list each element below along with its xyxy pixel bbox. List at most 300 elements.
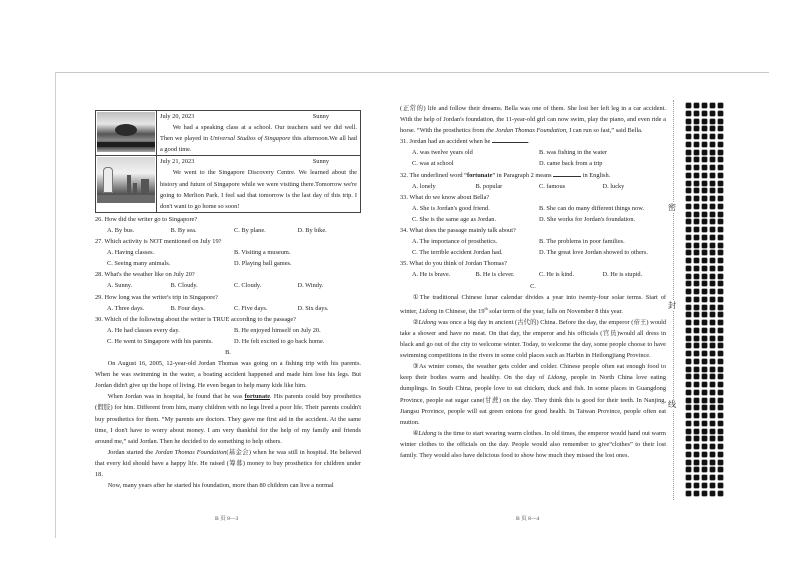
pattern-square [702, 351, 707, 356]
pattern-square [702, 413, 707, 418]
pattern-square [710, 119, 715, 124]
pattern-square [718, 452, 723, 457]
pattern-square [718, 491, 723, 496]
option: D. She works for Jordan's foundation. [539, 215, 636, 223]
pattern-square [710, 405, 715, 410]
option: D. Six days. [297, 304, 329, 312]
pattern-square [718, 297, 723, 302]
pattern-square [718, 281, 723, 286]
pattern-square [702, 134, 707, 139]
pattern-square [710, 235, 715, 240]
pattern-square [702, 359, 707, 364]
pattern-square [694, 227, 699, 232]
pattern-square [694, 281, 699, 286]
section-b [95, 347, 361, 491]
pattern-square [718, 150, 723, 155]
pattern-square [718, 460, 723, 465]
pattern-square [686, 181, 691, 186]
option: C. The terrible accident Jordan had. [412, 249, 503, 257]
pattern-square [718, 413, 723, 418]
pattern-square [686, 103, 691, 108]
pattern-square [686, 491, 691, 496]
page-footer: B 页 8—3 [215, 516, 239, 522]
pattern-square [686, 467, 691, 472]
pattern-square [686, 413, 691, 418]
pattern-square [702, 119, 707, 124]
paragraph: On August 16, 2005, 12-year-old Jordan Thomas was going on a fishing trip with his parents. When he was swimming in the water, a boating accident happened and made him lose his legs. But Jordan didn't give up the hope of living. He even began to help many kids like him. [95, 360, 361, 390]
pattern-square [710, 429, 715, 434]
pattern-square [694, 196, 699, 201]
pattern-square [710, 219, 715, 224]
pattern-square [686, 460, 691, 465]
diary-text: We went to the Singapore Discovery Centre. We learned about the history and future of Singapore while we were visiting there.Tomorrow we're going to Merlion Park. I feel sad that tomorrow is the last day of this trip. I don't want to go home so soon! [160, 169, 357, 210]
pattern-square [686, 429, 691, 434]
pattern-square [710, 196, 715, 201]
pattern-square [694, 421, 699, 426]
pattern-square [686, 367, 691, 372]
option: B. popular [475, 182, 503, 190]
pattern-square [702, 150, 707, 155]
pattern-square [710, 258, 715, 263]
pattern-square [718, 250, 723, 255]
pattern-square [702, 281, 707, 286]
pattern-square [702, 111, 707, 116]
pattern-square [718, 103, 723, 108]
pattern-square [686, 258, 691, 263]
option: A. She is Jordan's good friend. [412, 204, 490, 212]
pattern-square [686, 157, 691, 162]
pattern-square [702, 181, 707, 186]
pattern-square [686, 274, 691, 279]
pattern-square [718, 274, 723, 279]
pattern-square [702, 305, 707, 310]
pattern-square [686, 235, 691, 240]
pattern-square [686, 297, 691, 302]
pattern-square [686, 142, 691, 147]
option: B. She can do many different things now. [539, 204, 645, 212]
section-heading: B. [225, 348, 231, 356]
answer-blank [553, 170, 581, 177]
option: D. Playing ball games. [234, 260, 292, 268]
option: C. By plane. [234, 226, 266, 234]
pattern-square [702, 444, 707, 449]
pattern-square [694, 126, 699, 131]
pattern-square [686, 305, 691, 310]
diary-entry [96, 156, 361, 212]
pattern-square [710, 452, 715, 457]
pattern-square [718, 328, 723, 333]
pattern-square [718, 305, 723, 310]
pattern-square [710, 390, 715, 395]
section-c [400, 281, 666, 462]
pattern-square [710, 243, 715, 248]
pattern-square [694, 343, 699, 348]
pattern-square [702, 374, 707, 379]
pattern-square [718, 382, 723, 387]
pattern-square [710, 165, 715, 170]
diary-date: July 21, 2023 [160, 158, 195, 166]
pattern-square [718, 165, 723, 170]
pattern-square [718, 219, 723, 224]
paragraph: When Jordan was in hospital, he found that he was fortunate. His parents could buy prosthetics (假肢) for him. Different from him, many children with no legs lived a poor life. Their parents couldn't buy prosthetics for them. “My parents are doctors. They gave me first aid in the accident. At the same time, I don't have to worry about money. I am very thankful for the help of my family and friends around me,” said Jordan. Then he decided to do something to help others. [95, 393, 362, 445]
pattern-square [710, 305, 715, 310]
option: C. She is the same age as Jordan. [412, 215, 497, 223]
pattern-square [710, 173, 715, 178]
pattern-square [694, 103, 699, 108]
option: D. The great love Jordan showed to others. [539, 249, 648, 257]
option: B. The problems in poor families. [539, 238, 625, 246]
pattern-square [718, 374, 723, 379]
pattern-square [702, 405, 707, 410]
page-border-top-right [487, 72, 769, 73]
pattern-square [702, 258, 707, 263]
pattern-square [694, 351, 699, 356]
pattern-square [710, 134, 715, 139]
left-page-column [95, 110, 361, 491]
pattern-square [710, 413, 715, 418]
pattern-square [710, 188, 715, 193]
pattern-square [686, 312, 691, 317]
pattern-square [702, 227, 707, 232]
pattern-square [702, 421, 707, 426]
pattern-square [686, 204, 691, 209]
pattern-square [702, 398, 707, 403]
option: B. was fishing in the water [539, 149, 608, 157]
diary-text: We had a speaking class at a school. Our teachers said we did well. Then we played in Universal Studios of Singapore this afternoon.We all had a good time. [160, 124, 357, 154]
pattern-square [694, 212, 699, 217]
pattern-square [710, 359, 715, 364]
section-heading: C. [530, 282, 536, 290]
option: C. Five days. [234, 304, 268, 312]
pattern-square [702, 103, 707, 108]
pattern-square [710, 467, 715, 472]
pattern-square [686, 444, 691, 449]
pattern-square [718, 405, 723, 410]
pattern-square [686, 405, 691, 410]
pattern-square [694, 374, 699, 379]
page-footer: B 页 8—4 [516, 516, 540, 522]
pattern-square [694, 111, 699, 116]
pattern-square [702, 312, 707, 317]
pattern-square [718, 336, 723, 341]
pattern-square [686, 452, 691, 457]
pattern-square [718, 390, 723, 395]
pattern-square [686, 150, 691, 155]
pattern-square [694, 475, 699, 480]
pattern-square [702, 320, 707, 325]
paragraph: ②Lidong was once a big day in ancient (古代的) China. Before the day, the emperor (帝王) would take a shower and have no meat. On that day, the emperor and his officials (官员)would all dress in black and go out of the city to welcome winter. Today, to welcome the day, some people choose to have swimming competitions in the rivers in some cold places such as Harbin in Heilongjiang Province. [400, 318, 667, 360]
option: D. Windy. [297, 282, 324, 290]
pattern-square [718, 188, 723, 193]
question-28: 28. What's the weather like on July 20? A. Sunny. B. Cloudy. C. Cloudy. D. Windy. [95, 269, 361, 291]
pattern-square [702, 483, 707, 488]
pattern-square [694, 297, 699, 302]
pattern-square [686, 227, 691, 232]
pattern-square [710, 367, 715, 372]
pattern-square [694, 305, 699, 310]
pattern-square [694, 134, 699, 139]
paragraph: ③As winter comes, the weather gets colder and colder. Chinese people often eat enough food to keep their bodies warm and healthy. On the day of Lidong, people in North China love eating dumplings. In South China, people love to eat chicken, duck and fish. In some places in Guangdong Province, people eat sugar cane(甘蔗) on the day. They think this is good for their teeth. In Nanjing, Jiangsu Province, people will eat green onions for good health. In Taiwan Province, people often eat mutton. [400, 363, 666, 426]
pattern-square [702, 196, 707, 201]
diary-photo-cell [96, 156, 157, 212]
pattern-square [710, 126, 715, 131]
pattern-square [710, 157, 715, 162]
pattern-square [718, 421, 723, 426]
pattern-square [694, 219, 699, 224]
pattern-square [694, 274, 699, 279]
pattern-square [686, 243, 691, 248]
question-30: 30. Which of the following about the writer is TRUE according to the passage? A. He had classes every day. B. He enjoyed himself on July 20. C. He went to Singapore with his parents. D. He felt excited to go back home. [95, 314, 361, 347]
pattern-square [702, 382, 707, 387]
pattern-square [694, 444, 699, 449]
pattern-square [710, 227, 715, 232]
pattern-square [686, 382, 691, 387]
diary-date: July 20, 2023 [160, 113, 195, 120]
pattern-square [718, 173, 723, 178]
pattern-square [694, 452, 699, 457]
pattern-square [686, 351, 691, 356]
pattern-square [686, 483, 691, 488]
pattern-square [718, 134, 723, 139]
pattern-square [686, 390, 691, 395]
pattern-square [702, 274, 707, 279]
pattern-square [710, 351, 715, 356]
diary-table [95, 110, 361, 213]
option: D. By bike. [297, 226, 327, 234]
pattern-square [718, 343, 723, 348]
pattern-square [702, 289, 707, 294]
pattern-square [702, 436, 707, 441]
binding-label-mi: 密 [668, 203, 676, 212]
pattern-square [686, 196, 691, 201]
pattern-square [702, 204, 707, 209]
pattern-square [702, 390, 707, 395]
pattern-square [702, 491, 707, 496]
pattern-square [718, 196, 723, 201]
pattern-square [710, 266, 715, 271]
pattern-square [710, 181, 715, 186]
option: A. Three days. [107, 304, 145, 312]
pattern-square [702, 266, 707, 271]
option: C. He is kind. [539, 271, 575, 279]
pattern-square [694, 181, 699, 186]
pattern-square [686, 126, 691, 131]
pattern-square [710, 343, 715, 348]
pattern-square [694, 320, 699, 325]
option: A. He is brave. [412, 271, 451, 279]
question-34: 34. What does the passage mainly talk about? A. The importance of prosthetics. B. The problems in poor families. C. The terrible accident Jordan had. D. The great love Jordan showed to others. [400, 225, 666, 258]
option: B. Visiting a museum. [234, 249, 291, 257]
pattern-square [718, 243, 723, 248]
pattern-square [710, 250, 715, 255]
question-31: 31. Jordan had an accident when he . A. was twelve years old B. was fishing in the water C. was at school D. came back from a trip [400, 136, 666, 169]
pattern-square [718, 126, 723, 131]
pattern-square [702, 243, 707, 248]
pattern-square [686, 436, 691, 441]
pattern-square [686, 359, 691, 364]
option: A. Sunny. [107, 282, 133, 290]
pattern-square [694, 157, 699, 162]
pattern-square [718, 351, 723, 356]
pattern-square [710, 491, 715, 496]
pattern-square [710, 436, 715, 441]
pattern-square [718, 289, 723, 294]
paragraph: Now, many years after he started his foundation, more than 80 children can live a normal [107, 482, 334, 490]
pattern-square [702, 467, 707, 472]
pattern-square [710, 475, 715, 480]
pattern-square [710, 204, 715, 209]
pattern-square [702, 343, 707, 348]
question-35: 35. What do you think of Jordan Thomas? A. He is brave. B. He is clever. C. He is kind. D. He is stupid. [400, 258, 666, 280]
option: A. was twelve years old [412, 149, 473, 157]
pattern-square [718, 398, 723, 403]
pattern-square [686, 320, 691, 325]
pattern-square [694, 204, 699, 209]
option: C. famous [539, 182, 566, 190]
pattern-square [710, 336, 715, 341]
binding-dotted-line [673, 100, 674, 500]
pattern-square [686, 219, 691, 224]
universal-studios-photo [97, 112, 155, 152]
right-page-column [400, 103, 666, 461]
pattern-square [694, 289, 699, 294]
pattern-square [710, 142, 715, 147]
pattern-square [702, 475, 707, 480]
pattern-square [718, 181, 723, 186]
diary-weather: Sunny [312, 158, 329, 166]
pattern-square [686, 328, 691, 333]
pattern-square [702, 219, 707, 224]
pattern-square [710, 444, 715, 449]
pattern-square [718, 258, 723, 263]
pattern-square [694, 436, 699, 441]
pattern-square [702, 250, 707, 255]
option: A. He had classes every day. [107, 326, 180, 334]
answer-blank [492, 136, 528, 143]
pattern-square [702, 188, 707, 193]
pattern-square [718, 367, 723, 372]
pattern-square [710, 483, 715, 488]
pattern-square [694, 467, 699, 472]
pattern-square [694, 142, 699, 147]
option: C. He went to Singapore with his parents. [107, 337, 213, 345]
option: A. Having classes. [107, 249, 155, 257]
pattern-square [686, 398, 691, 403]
pattern-square [710, 274, 715, 279]
pattern-square [718, 320, 723, 325]
pattern-square [694, 429, 699, 434]
option: C. Seeing many animals. [107, 260, 171, 268]
pattern-square [686, 336, 691, 341]
option: B. He is clever. [475, 271, 515, 279]
pattern-square [686, 119, 691, 124]
paragraph: (正常的) life and follow their dreams. Bella was one of them. She lost her left leg in a car accident. With the help of Jordan's foundation, the 11-year-old girl can now swim, play the piano, and even ride a horse. “With the prosthetics from the Jordan Thomas Foundation, I can run so fast,” said Bella. [400, 105, 666, 135]
pattern-square [702, 429, 707, 434]
pattern-square [694, 491, 699, 496]
pattern-square [694, 258, 699, 263]
pattern-square [710, 150, 715, 155]
pattern-square [718, 483, 723, 488]
pattern-square [694, 165, 699, 170]
pattern-square [702, 157, 707, 162]
pattern-square [694, 336, 699, 341]
pattern-square [694, 243, 699, 248]
pattern-square [702, 165, 707, 170]
option: A. lonely [412, 182, 436, 190]
pattern-square [702, 212, 707, 217]
pattern-square [694, 367, 699, 372]
pattern-square [702, 126, 707, 131]
page-border-top [55, 72, 487, 73]
pattern-square [694, 235, 699, 240]
option: B. Cloudy. [170, 282, 198, 290]
pattern-square [694, 390, 699, 395]
paragraph: ①The traditional Chinese lunar calendar divides a year into twenty-four solar terms. Start of winter, Lidong in Chinese, the 19th solar term of the year, falls on November 8 this year. [400, 293, 666, 315]
pattern-square [710, 297, 715, 302]
pattern-square [686, 188, 691, 193]
pattern-square [710, 460, 715, 465]
pattern-square [702, 452, 707, 457]
pattern-square [718, 359, 723, 364]
pattern-square [702, 328, 707, 333]
option: A. By bus. [107, 226, 135, 234]
diary-entry [96, 111, 361, 156]
pattern-square [694, 312, 699, 317]
binding-pattern-grid [685, 102, 725, 497]
merlion-park-photo [97, 157, 155, 203]
option: B. By sea. [170, 226, 197, 234]
pattern-square [710, 320, 715, 325]
diary-weather: Sunny [312, 113, 329, 120]
pattern-square [710, 281, 715, 286]
pattern-square [702, 142, 707, 147]
pattern-square [686, 266, 691, 271]
pattern-square [686, 111, 691, 116]
pattern-square [718, 467, 723, 472]
pattern-square [710, 382, 715, 387]
option: B. He enjoyed himself on July 20. [234, 326, 321, 334]
pattern-square [686, 281, 691, 286]
pattern-square [710, 312, 715, 317]
option: A. The importance of prosthetics. [412, 238, 498, 246]
pattern-square [710, 103, 715, 108]
pattern-square [694, 413, 699, 418]
pattern-square [702, 460, 707, 465]
pattern-square [702, 235, 707, 240]
pattern-square [694, 173, 699, 178]
pattern-square [702, 297, 707, 302]
question-29: 29. How long was the writer's trip in Singapore? A. Three days. B. Four days. C. Five days. D. Six days. [95, 292, 361, 314]
question-26: 26. How did the writer go to Singapore? A. By bus. B. By sea. C. By plane. D. By bike. [95, 214, 361, 236]
option: D. came back from a trip [539, 160, 603, 168]
option: D. He felt excited to go back home. [234, 337, 325, 345]
pattern-square [718, 212, 723, 217]
diary-photo-cell [96, 111, 157, 156]
pattern-square [718, 312, 723, 317]
page-border-left [55, 72, 56, 538]
option: D. He is stupid. [602, 271, 643, 279]
pattern-square [718, 111, 723, 116]
pattern-square [686, 374, 691, 379]
pattern-square [686, 250, 691, 255]
pattern-square [718, 157, 723, 162]
pattern-square [702, 173, 707, 178]
pattern-square [694, 250, 699, 255]
pattern-square [686, 212, 691, 217]
pattern-square [694, 405, 699, 410]
paragraph: ④Lidong is the time to start wearing warm clothes. In old times, the emperor would hand out warm winter clothes to the officials on the day. People would also remember to give“clothes” to their lost family. They would also have delicious food to show how much they missed the lost ones. [400, 429, 666, 460]
underlined-word: fortunate [244, 393, 271, 401]
